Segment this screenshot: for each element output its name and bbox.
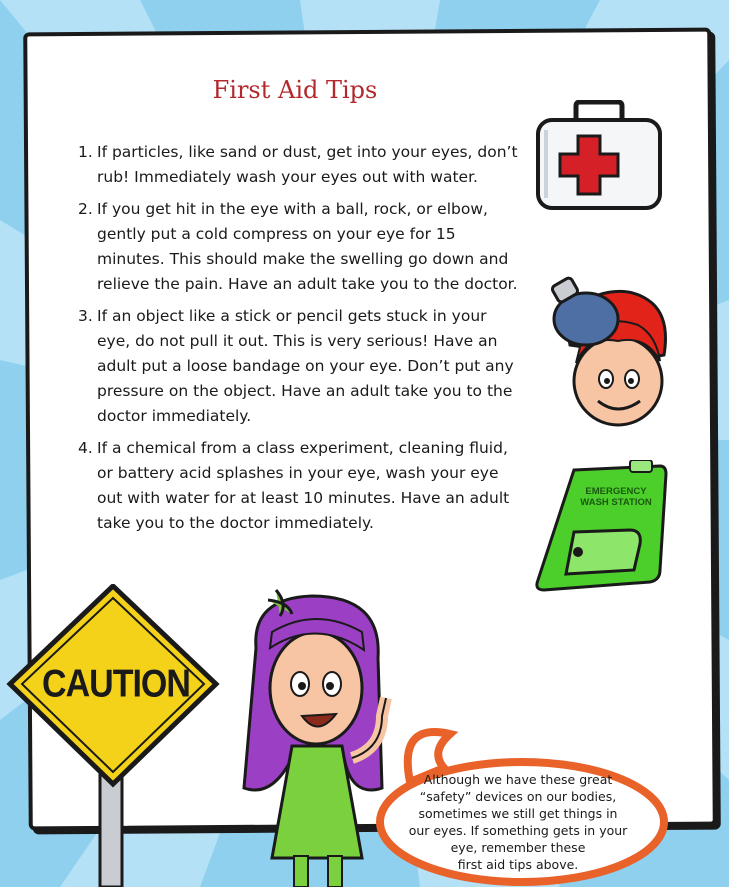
tip-item	[78, 304, 518, 429]
speech-line: our eyes. If something gets in your	[408, 823, 628, 838]
tip-item	[78, 140, 518, 190]
tip-text: If you get hit in the eye with a ball, rock, or elbow, gently put a cold compress on your eye for 15 minutes. This should make the swelling go down and relieve the pain. Have an adult take you to the doctor.	[97, 200, 518, 293]
speech-line: sometimes we still get things in	[418, 806, 618, 821]
tip-number: 2.	[78, 200, 93, 218]
first-aid-kit-icon	[534, 100, 664, 212]
wash-station-icon	[530, 460, 670, 596]
caution-sign-icon	[6, 584, 220, 887]
speech-line: first aid tips above.	[457, 857, 579, 872]
speech-line: eye, remember these	[450, 840, 586, 855]
tip-text: If an object like a stick or pencil gets stuck in your eye, do not pull it out. This is very serious! Have an adult put a loose bandage on your eye. Don’t put any pressure on the object. Have an adult take you to the doctor immediately.	[97, 307, 514, 425]
speech-line: “safety” devices on our bodies,	[419, 789, 617, 804]
page-title: First Aid Tips	[212, 76, 378, 104]
speech-line: Although we have these great	[423, 772, 613, 787]
tip-text: If a chemical from a class experiment, cleaning fluid, or battery acid splashes in your eye, wash your eye out with water for at least 10 minutes. Have an adult take you to the doctor immediately.	[97, 439, 510, 532]
ice-pack-boy-icon	[548, 275, 672, 431]
wash-station-label: WASH STATION	[580, 497, 652, 508]
tips-list	[78, 140, 518, 543]
caution-sign-text: CAUTION	[42, 662, 190, 706]
tip-number: 1.	[78, 143, 93, 161]
tip-item	[78, 436, 518, 536]
tip-number: 3.	[78, 307, 93, 325]
tip-number: 4.	[78, 439, 93, 457]
speech-bubble-text	[394, 771, 642, 873]
tip-item	[78, 197, 518, 297]
wash-station-label: EMERGENCY	[585, 486, 647, 497]
tip-text: If particles, like sand or dust, get into your eyes, don’t rub! Immediately wash your eyes out with water.	[97, 143, 518, 186]
